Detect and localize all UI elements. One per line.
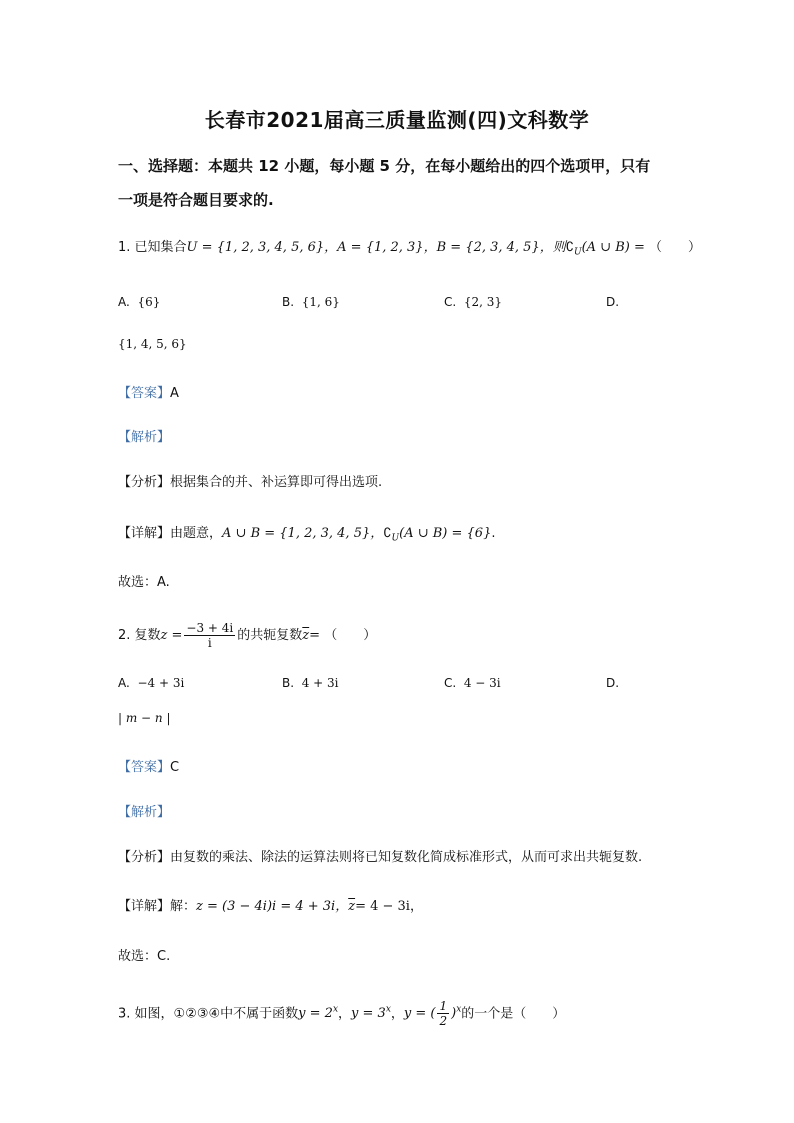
q1-option-c[interactable]	[444, 292, 502, 312]
function-1-exponent: x	[332, 1005, 339, 1015]
section-heading-line1: 一、选择题：本题共 12 小题，每小题 5 分，在每小题给出的四个选项甲，只有	[118, 157, 651, 175]
q1-option-d-value: {1, 4, 5, 6}	[118, 337, 187, 351]
section-heading-line2: 一项是符合题目要求的.	[118, 191, 274, 209]
q1-xiangjie-complement: ∁	[383, 526, 392, 541]
question-3-prefix: 3. 如图，①②③④中不属于函数	[118, 1006, 299, 1022]
function-2	[351, 1006, 391, 1021]
question-2-z: z =	[160, 628, 183, 643]
q2-option-a-label: A.	[118, 676, 130, 690]
q2-option-c[interactable]	[444, 673, 501, 693]
function-2-exponent: x	[385, 1005, 391, 1015]
fenxi-tag: 【分析】	[118, 475, 171, 490]
q2-answer-value: C	[170, 760, 180, 775]
q2-option-d[interactable]	[606, 673, 619, 693]
q1-option-b[interactable]	[282, 292, 340, 312]
q2-option-c-value: 4 − 3i	[463, 676, 501, 690]
function-1-base: y = 2	[298, 1006, 333, 1022]
q2-xiangjie-zbar: $\overline{z}$	[348, 899, 356, 914]
q2-xiangjie-math: z = (3 − 4i)i = 4 + 3i，	[196, 899, 349, 914]
fraction-numerator: −3 + 4i	[186, 621, 234, 635]
question-3-suffix: 的一个是（ ）	[461, 1006, 566, 1022]
question-1-expression: (A ∪ B) =	[581, 240, 645, 255]
xiangjie-tag: 【详解】	[118, 526, 171, 541]
question-1-prefix: 1. 已知集合	[118, 240, 187, 255]
q1-analysis-tag: 【解析】	[118, 430, 171, 445]
answer-tag: 【答案】	[118, 386, 171, 401]
answer-tag: 【答案】	[118, 760, 171, 775]
question-2-blank: （ ）	[324, 628, 377, 643]
q1-xiangjie-complement-sub: U	[391, 533, 400, 544]
q1-xiangjie	[118, 524, 495, 549]
q2-xiangjie-math2: = 4 − 3i	[355, 899, 410, 914]
q1-xiangjie-text: 由题意，	[170, 526, 223, 541]
function-1	[298, 1006, 338, 1021]
q2-option-a[interactable]	[118, 673, 184, 693]
function-2-base: y = 3	[351, 1006, 386, 1022]
question-2	[118, 620, 376, 652]
q2-fenxi-text: 由复数的乘法、除法的运算法则将已知复数化简成标准形式，从而可求出共轭复数.	[170, 850, 643, 865]
function-3-close: )	[451, 1006, 457, 1022]
page-title: 长春市2021届高三质量监测(四)文科数学	[204, 108, 590, 132]
complement-symbol: ∁	[565, 240, 574, 255]
q1-xiangjie-end: .	[491, 526, 496, 541]
q2-option-b[interactable]	[282, 673, 338, 693]
q2-xiangjie-end: ，	[409, 899, 423, 914]
function-3-fraction	[437, 999, 449, 1028]
q2-option-c-label: C.	[444, 676, 457, 690]
q2-xiangjie-text: 解：	[170, 899, 197, 914]
q1-option-b-label: B.	[282, 295, 295, 309]
q1-answer	[118, 384, 179, 404]
q1-conclusion: 故选：A.	[118, 575, 170, 590]
question-1-sets: U = {1, 2, 3, 4, 5, 6}，A = {1, 2, 3}，B = {2, 3, 4, 5}，则	[186, 240, 566, 255]
q1-option-d[interactable]	[606, 292, 619, 312]
q2-option-d-value: | m − n |	[118, 711, 171, 725]
q2-xiangjie	[118, 897, 423, 917]
q2-option-b-value: 4 + 3i	[301, 676, 339, 690]
function-3-exponent: x	[456, 1005, 462, 1015]
q2-fenxi	[118, 848, 642, 868]
function-3-denominator: 2	[439, 1014, 448, 1029]
question-1	[118, 238, 701, 263]
question-1-blank: （ ）	[649, 240, 702, 255]
function-3-prefix: y = (	[403, 1006, 436, 1022]
q2-option-a-value: −4 + 3i	[137, 676, 185, 690]
question-2-suffix: 的共轭复数	[237, 628, 303, 643]
q2-option-b-label: B.	[282, 676, 295, 690]
separator-2: ，	[390, 1006, 404, 1022]
question-2-fraction	[184, 621, 235, 650]
complement-subscript: U	[574, 247, 582, 258]
fenxi-tag: 【分析】	[118, 850, 171, 865]
question-2-eq: =	[309, 628, 321, 643]
q1-option-a[interactable]	[118, 292, 160, 312]
q1-fenxi	[118, 473, 382, 493]
q1-xiangjie-math2: (A ∪ B) = {6}	[399, 526, 492, 541]
q2-answer	[118, 758, 179, 778]
q1-option-c-label: C.	[444, 295, 457, 309]
q1-option-a-label: A.	[118, 295, 130, 309]
q1-option-d-label: D.	[606, 295, 620, 309]
q1-fenxi-text: 根据集合的并、补运算即可得出选项.	[170, 475, 383, 490]
q2-conclusion: 故选：C.	[118, 949, 171, 964]
question-3	[118, 994, 565, 1030]
q1-option-a-value: {6}	[137, 295, 161, 309]
q1-option-b-value: {1, 6}	[301, 295, 340, 309]
function-3	[403, 999, 462, 1029]
xiangjie-tag: 【详解】	[118, 899, 171, 914]
q1-xiangjie-math: A ∪ B = {1, 2, 3, 4, 5}，	[222, 526, 384, 541]
q1-option-c-value: {2, 3}	[463, 295, 503, 309]
q2-option-d-label: D.	[606, 676, 620, 690]
q1-answer-value: A	[170, 386, 179, 401]
question-2-zbar: $\overline{z}$	[302, 628, 310, 643]
function-3-numerator: 1	[439, 999, 448, 1014]
fraction-denominator: i	[207, 636, 212, 650]
separator-1: ，	[338, 1006, 352, 1022]
q2-analysis-tag: 【解析】	[118, 805, 171, 820]
question-2-prefix: 2. 复数	[118, 628, 161, 643]
